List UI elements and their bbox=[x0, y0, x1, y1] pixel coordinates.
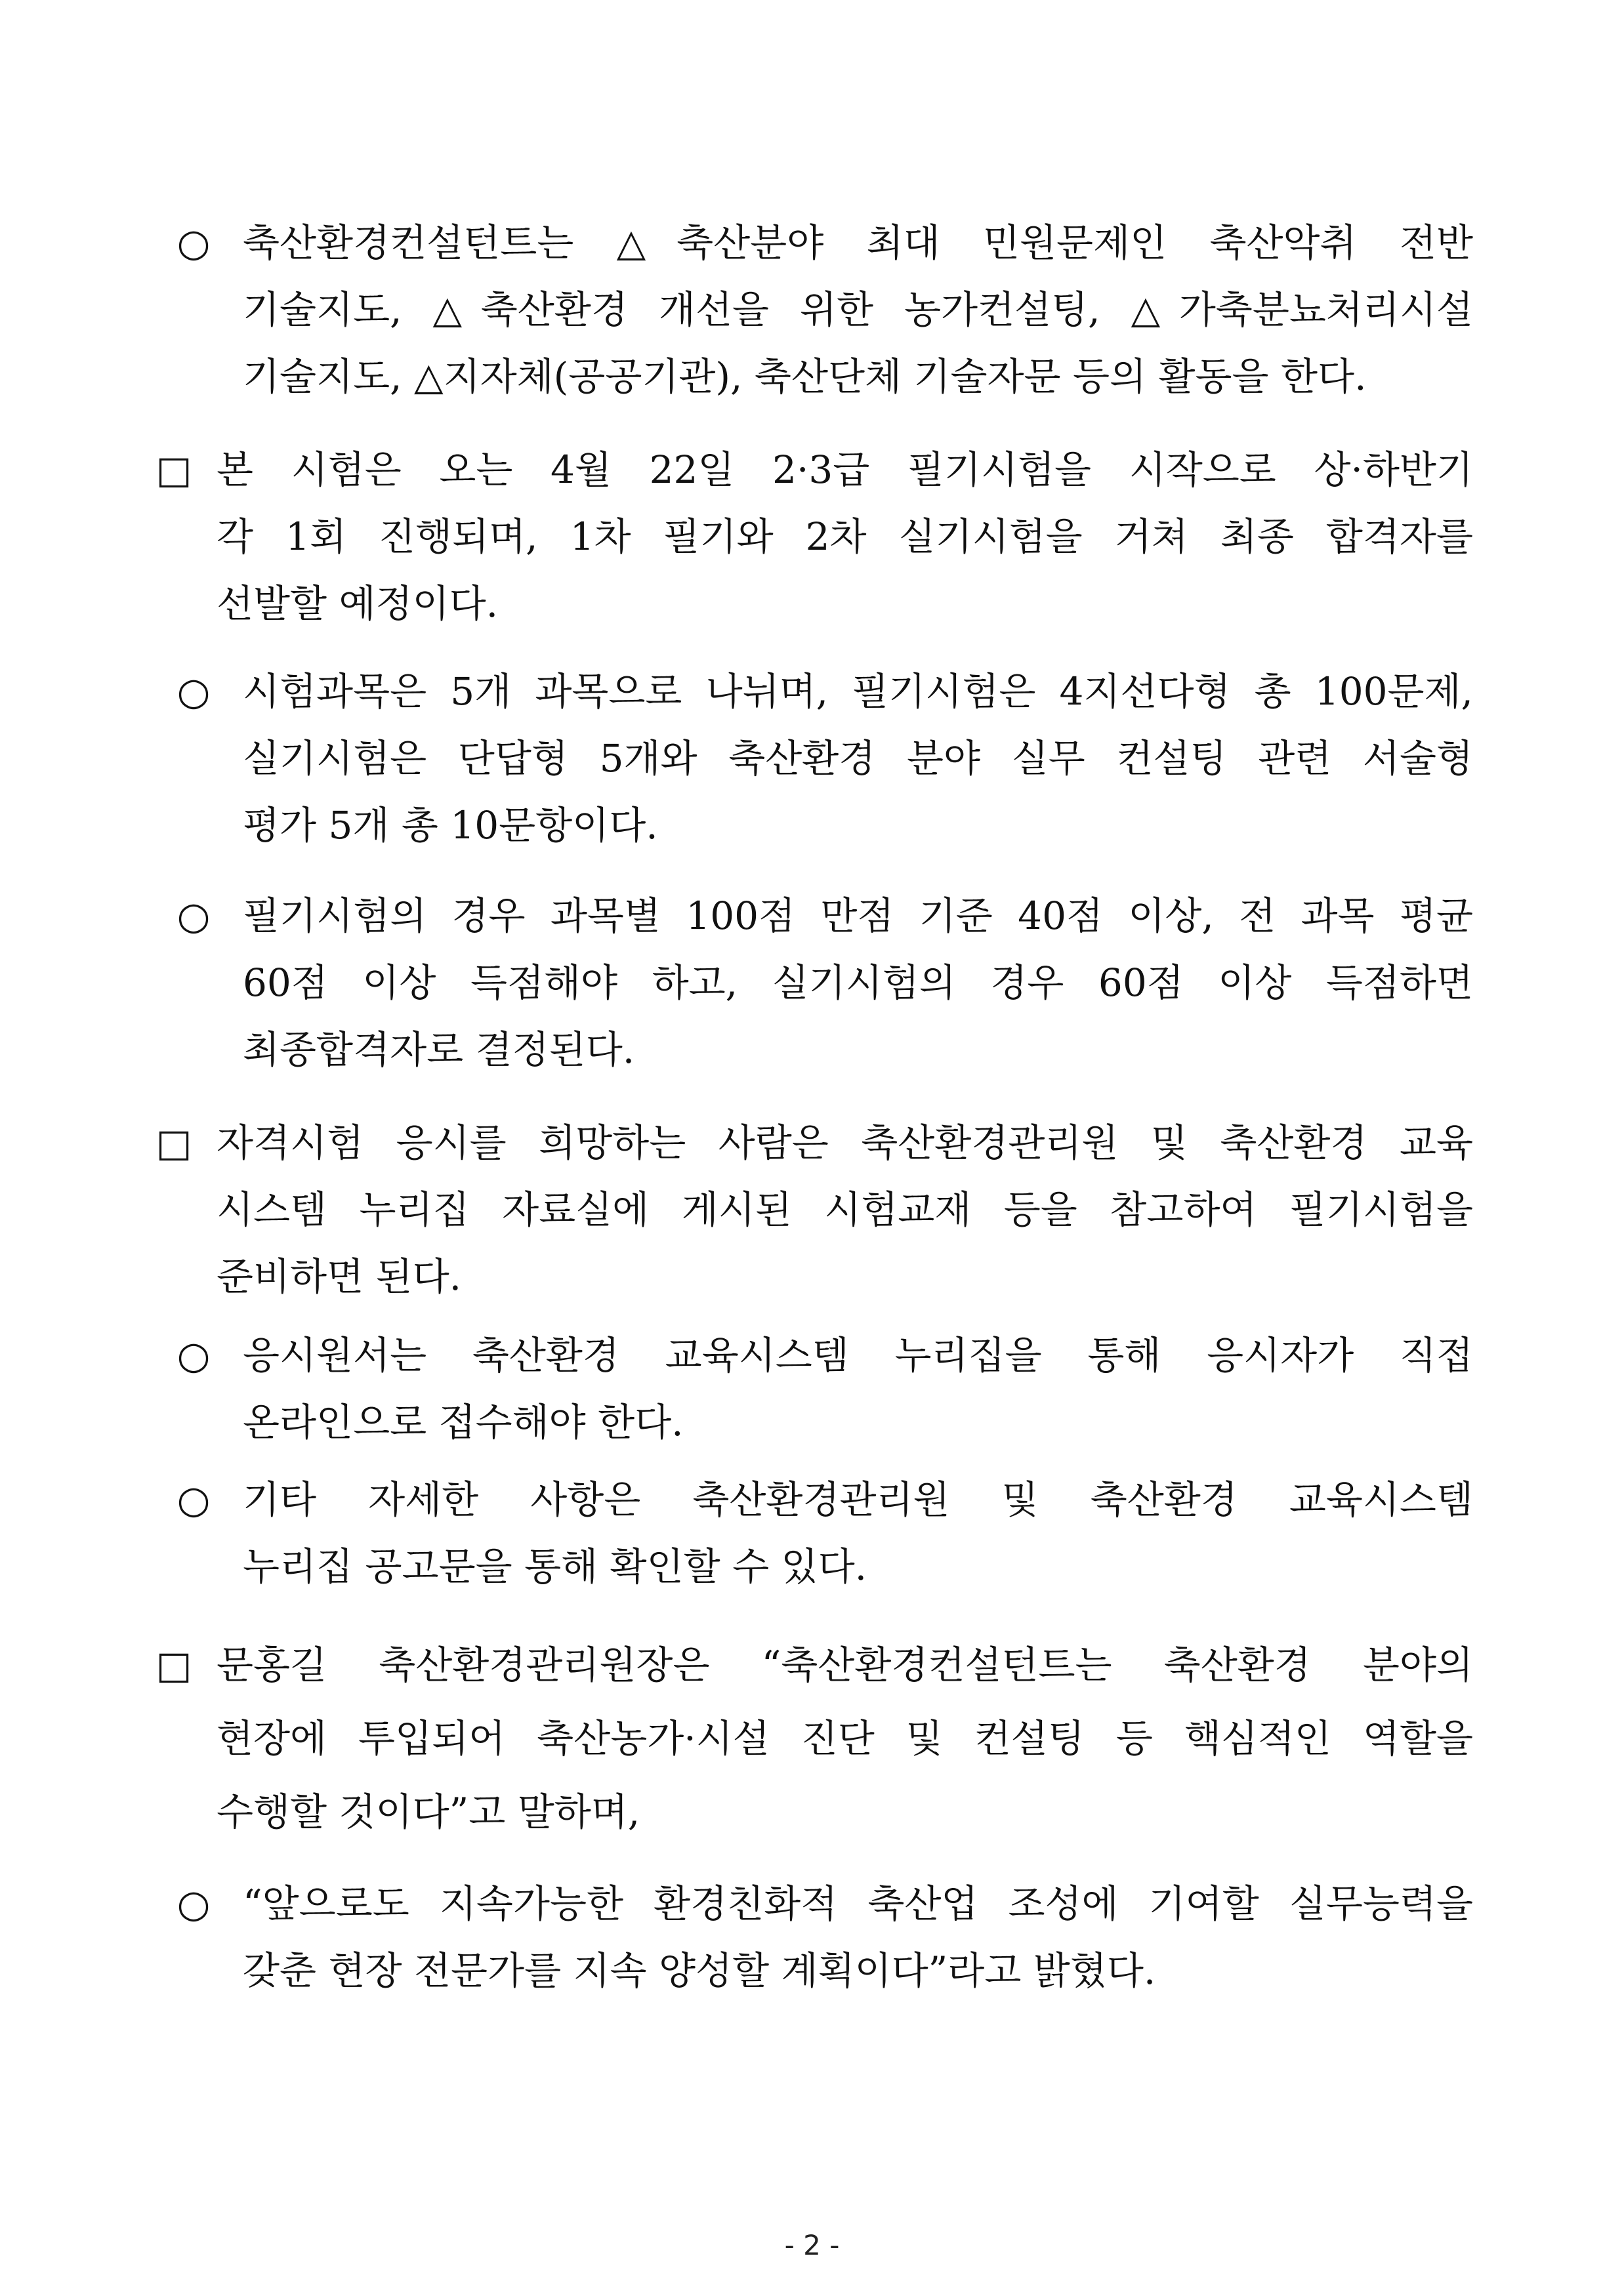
paragraph-line: 기술지도, △축산환경 개선을 위한 농가컨설팅, △가축분뇨처리시설 bbox=[243, 287, 1473, 332]
paragraph-line: 선발할 예정이다. bbox=[217, 581, 499, 626]
paragraph-line: 자격시험 응시를 희망하는 사람은 축산환경관리원 및 축산환경 교육 bbox=[217, 1120, 1473, 1165]
paragraph-line: 누리집 공고문을 통해 확인할 수 있다. bbox=[243, 1544, 867, 1589]
paragraph-line: 필기시험의 경우 과목별 100점 만점 기준 40점 이상, 전 과목 평균 bbox=[243, 893, 1473, 938]
paragraph-line: 온라인으로 접수해야 한다. bbox=[243, 1400, 684, 1445]
circle-bullet-icon: ○ bbox=[177, 893, 211, 938]
paragraph-line: 문홍길 축산환경관리원장은 “축산환경컨설턴트는 축산환경 분야의 bbox=[217, 1643, 1473, 1687]
circle-bullet-icon: ○ bbox=[177, 1477, 211, 1522]
paragraph-line: 준비하면 된다. bbox=[217, 1254, 462, 1299]
circle-bullet-icon: ○ bbox=[177, 669, 211, 714]
paragraph-line: 최종합격자로 결정된다. bbox=[243, 1027, 635, 1072]
paragraph-line: 수행할 것이다”고 말하며, bbox=[217, 1790, 640, 1834]
paragraph-line: 응시원서는 축산환경 교육시스템 누리집을 통해 응시자가 직접 bbox=[243, 1333, 1473, 1378]
paragraph-line: 기술지도, △지자체(공공기관), 축산단체 기술자문 등의 활동을 한다. bbox=[243, 354, 1367, 399]
page-number: - 2 - bbox=[784, 2229, 840, 2261]
paragraph-line: 본 시험은 오는 4월 22일 2·3급 필기시험을 시작으로 상·하반기 bbox=[217, 447, 1473, 492]
paragraph-line: 60점 이상 득점해야 하고, 실기시험의 경우 60점 이상 득점하면 bbox=[243, 960, 1473, 1005]
paragraph-line: 각 1회 진행되며, 1차 필기와 2차 실기시험을 거쳐 최종 합격자를 bbox=[217, 514, 1473, 559]
paragraph-line: 실기시험은 단답형 5개와 축산환경 분야 실무 컨설팅 관련 서술형 bbox=[243, 736, 1473, 781]
paragraph-line: 현장에 투입되어 축산농가·시설 진단 및 컨설팅 등 핵심적인 역할을 bbox=[217, 1716, 1473, 1761]
square-bullet-icon: □ bbox=[156, 1643, 192, 1687]
circle-bullet-icon: ○ bbox=[177, 1881, 211, 1926]
square-bullet-icon: □ bbox=[156, 1120, 192, 1165]
paragraph-line: 기타 자세한 사항은 축산환경관리원 및 축산환경 교육시스템 bbox=[243, 1477, 1473, 1522]
paragraph-line: 시스템 누리집 자료실에 게시된 시험교재 등을 참고하여 필기시험을 bbox=[217, 1187, 1473, 1232]
paragraph-line: 갖춘 현장 전문가를 지속 양성할 계획이다”라고 밝혔다. bbox=[243, 1948, 1156, 1993]
paragraph-line: “앞으로도 지속가능한 환경친화적 축산업 조성에 기여할 실무능력을 bbox=[243, 1881, 1473, 1926]
paragraph-line: 축산환경컨설턴트는 △축산분야 최대 민원문제인 축산악취 전반 bbox=[243, 220, 1473, 265]
circle-bullet-icon: ○ bbox=[177, 1333, 211, 1378]
square-bullet-icon: □ bbox=[156, 447, 192, 492]
paragraph-line: 평가 5개 총 10문항이다. bbox=[243, 803, 658, 848]
circle-bullet-icon: ○ bbox=[177, 220, 211, 265]
paragraph-line: 시험과목은 5개 과목으로 나뉘며, 필기시험은 4지선다형 총 100문제, bbox=[243, 669, 1473, 714]
